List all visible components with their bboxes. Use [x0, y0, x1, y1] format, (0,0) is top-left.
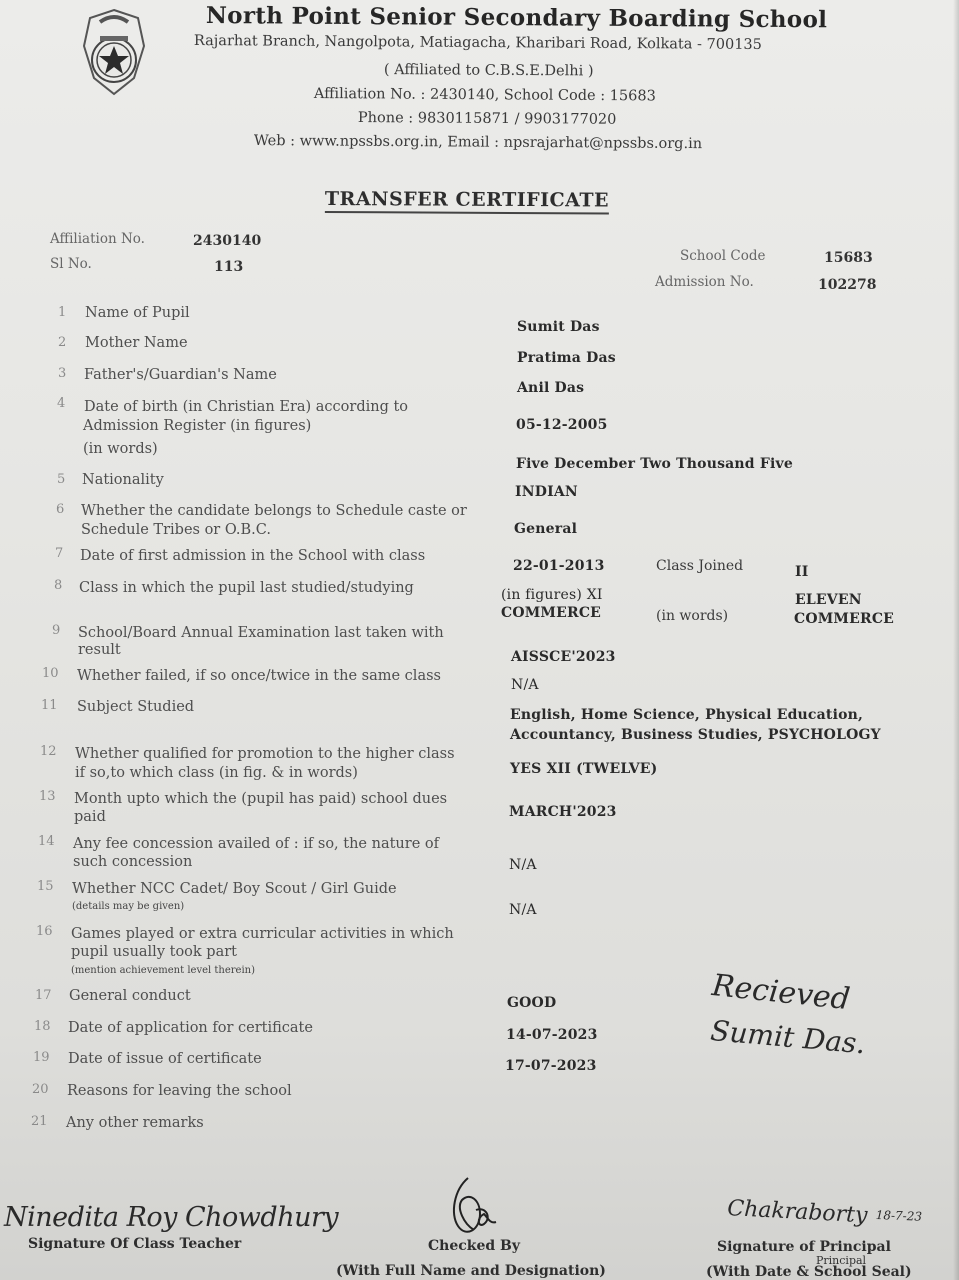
row-16-number: 16 [36, 924, 53, 939]
row-12-label: Whether qualified for promotion to the higher class [75, 746, 455, 762]
row-3-label: Father's/Guardian's Name [84, 367, 277, 383]
row-5-number: 5 [57, 472, 66, 487]
row-8-value-2: COMMERCE [501, 605, 602, 621]
row-6-label-2: Schedule Tribes or O.B.C. [81, 522, 271, 538]
row-10-number: 10 [42, 666, 59, 681]
row-8-words: ELEVEN [795, 592, 862, 608]
row-9-label-2: result [78, 642, 121, 658]
row-18-number: 18 [34, 1019, 51, 1034]
row-21-label: Any other remarks [66, 1115, 204, 1131]
school-web: Web : www.npssbs.org.in, Email : npsrajarhat@npssbs.org.in [253, 133, 703, 153]
principal-signature: Chakraborty [726, 1196, 869, 1229]
row-6-number: 6 [56, 502, 65, 517]
received-note: Recieved [710, 968, 852, 1018]
admission-label: Admission No. [655, 274, 754, 290]
row-4-number: 4 [57, 396, 66, 411]
school-code-label: School Code [680, 248, 766, 264]
row-3-value: Anil Das [517, 380, 585, 396]
row-21-number: 21 [31, 1114, 48, 1129]
row-12-value: YES XII (TWELVE) [510, 761, 658, 777]
row-1-value: Sumit Das [517, 319, 600, 335]
in-words-label: (in words) [656, 608, 729, 624]
row-1-number: 1 [58, 305, 67, 320]
sl-no: 113 [214, 259, 244, 275]
row-7-label: Date of first admission in the School with class [80, 548, 426, 564]
row-19-label: Date of issue of certificate [68, 1051, 262, 1067]
received-signature: Sumit Das. [709, 1014, 867, 1061]
row-15-note: (details may be given) [72, 901, 185, 912]
row-1-label: Name of Pupil [85, 305, 190, 321]
row-18-value: 14-07-2023 [506, 1027, 598, 1043]
row-8-words-2: COMMERCE [794, 611, 895, 627]
school-affiliated: ( Affiliated to C.B.S.E.Delhi ) [383, 62, 594, 80]
row-14-label: Any fee concession availed of : if so, the nature of [73, 836, 439, 852]
row-4-label: Date of birth (in Christian Era) according to [84, 399, 409, 415]
row-13-number: 13 [39, 789, 56, 804]
row-19-number: 19 [33, 1050, 50, 1065]
row-4-label-3: (in words) [83, 441, 158, 457]
teacher-signature: Ninedita Roy Chowdhury [4, 1202, 339, 1233]
row-16-label-2: pupil usually took part [71, 944, 237, 960]
sl-label: Sl No. [50, 256, 92, 272]
row-15-number: 15 [37, 879, 54, 894]
row-14-value: N/A [509, 857, 537, 873]
row-2-number: 2 [58, 335, 67, 350]
row-15-label: Whether NCC Cadet/ Boy Scout / Girl Guide [72, 881, 397, 897]
row-10-label: Whether failed, if so once/twice in the same class [77, 668, 441, 684]
star-crest-icon [78, 6, 150, 100]
row-12-number: 12 [40, 744, 57, 759]
row-12-label-2: if so,to which class (in fig. & in words) [75, 765, 358, 781]
row-2-value: Pratima Das [517, 350, 616, 366]
row-17-number: 17 [35, 988, 52, 1003]
checked-by-label: Checked By [428, 1238, 520, 1254]
school-address: Rajarhat Branch, Nangolpota, Matiagacha, Kharibari Road, Kolkata - 700135 [193, 33, 762, 53]
principal-date: 18-7-23 [875, 1208, 923, 1224]
row-9-number: 9 [52, 623, 61, 638]
row-19-value: 17-07-2023 [505, 1058, 597, 1074]
row-17-label: General conduct [69, 988, 191, 1004]
school-affiliation-line: Affiliation No. : 2430140, School Code : 15683 [313, 86, 656, 105]
row-2-label: Mother Name [85, 335, 188, 351]
teacher-signature-label: Signature Of Class Teacher [28, 1236, 242, 1252]
principal-signature-sub: (With Date & School Seal) [706, 1264, 912, 1280]
row-14-number: 14 [38, 834, 55, 849]
row-4-value: 05-12-2005 [516, 417, 608, 433]
affiliation-no: 2430140 [193, 233, 262, 249]
row-10-value: N/A [511, 677, 539, 693]
school-name: North Point Senior Secondary Boarding School [205, 2, 828, 34]
certificate-title: TRANSFER CERTIFICATE [325, 188, 609, 214]
row-13-label-2: paid [74, 809, 106, 825]
row-17-value: GOOD [507, 995, 557, 1011]
row-9-label: School/Board Annual Examination last taken with [78, 625, 444, 641]
row-13-value: MARCH'2023 [509, 804, 617, 820]
row-15-value: N/A [509, 902, 537, 918]
school-phone: Phone : 9830115871 / 9903177020 [357, 110, 617, 128]
row-6-value: General [514, 521, 578, 537]
row-5-label: Nationality [82, 472, 164, 488]
row-5-value: INDIAN [515, 484, 578, 500]
school-code: 15683 [824, 250, 873, 266]
row-13-label: Month upto which the (pupil has paid) school dues [74, 791, 448, 807]
row-11-label: Subject Studied [77, 699, 195, 715]
row-6-label: Whether the candidate belongs to Schedule caste or [81, 503, 467, 519]
row-3-number: 3 [58, 366, 67, 381]
row-20-label: Reasons for leaving the school [67, 1083, 292, 1099]
row-7-number: 7 [55, 546, 64, 561]
row-7-value: 22-01-2013 [513, 558, 605, 574]
row-8-label: Class in which the pupil last studied/studying [79, 580, 414, 596]
affiliation-label: Affiliation No. [50, 231, 145, 247]
class-joined-label: Class Joined [656, 558, 744, 574]
row-16-label: Games played or extra curricular activities in which [71, 926, 454, 942]
row-8-value: (in figures) XI [501, 587, 603, 603]
row-9-value: AISSCE'2023 [511, 649, 616, 665]
row-4-value-words: Five December Two Thousand Five [516, 456, 793, 472]
paper-edge-shadow [953, 0, 959, 1280]
row-11-value: English, Home Science, Physical Education, [510, 707, 864, 723]
row-20-number: 20 [32, 1082, 49, 1097]
row-14-label-2: such concession [73, 854, 193, 870]
row-11-value-2: Accountancy, Business Studies, PSYCHOLOGY [510, 727, 881, 743]
class-joined-value: II [795, 564, 809, 580]
row-11-number: 11 [41, 698, 58, 713]
admission-no: 102278 [818, 277, 877, 293]
principal-stamp: Principal [816, 1254, 867, 1267]
row-16-note: (mention achievement level therein) [71, 965, 255, 976]
principal-signature-label: Signature of Principal [717, 1239, 891, 1255]
row-8-number: 8 [54, 578, 63, 593]
row-4-label-2: Admission Register (in figures) [83, 418, 312, 434]
row-18-label: Date of application for certificate [68, 1020, 313, 1036]
checked-by-sub: (With Full Name and Designation) [336, 1263, 606, 1279]
